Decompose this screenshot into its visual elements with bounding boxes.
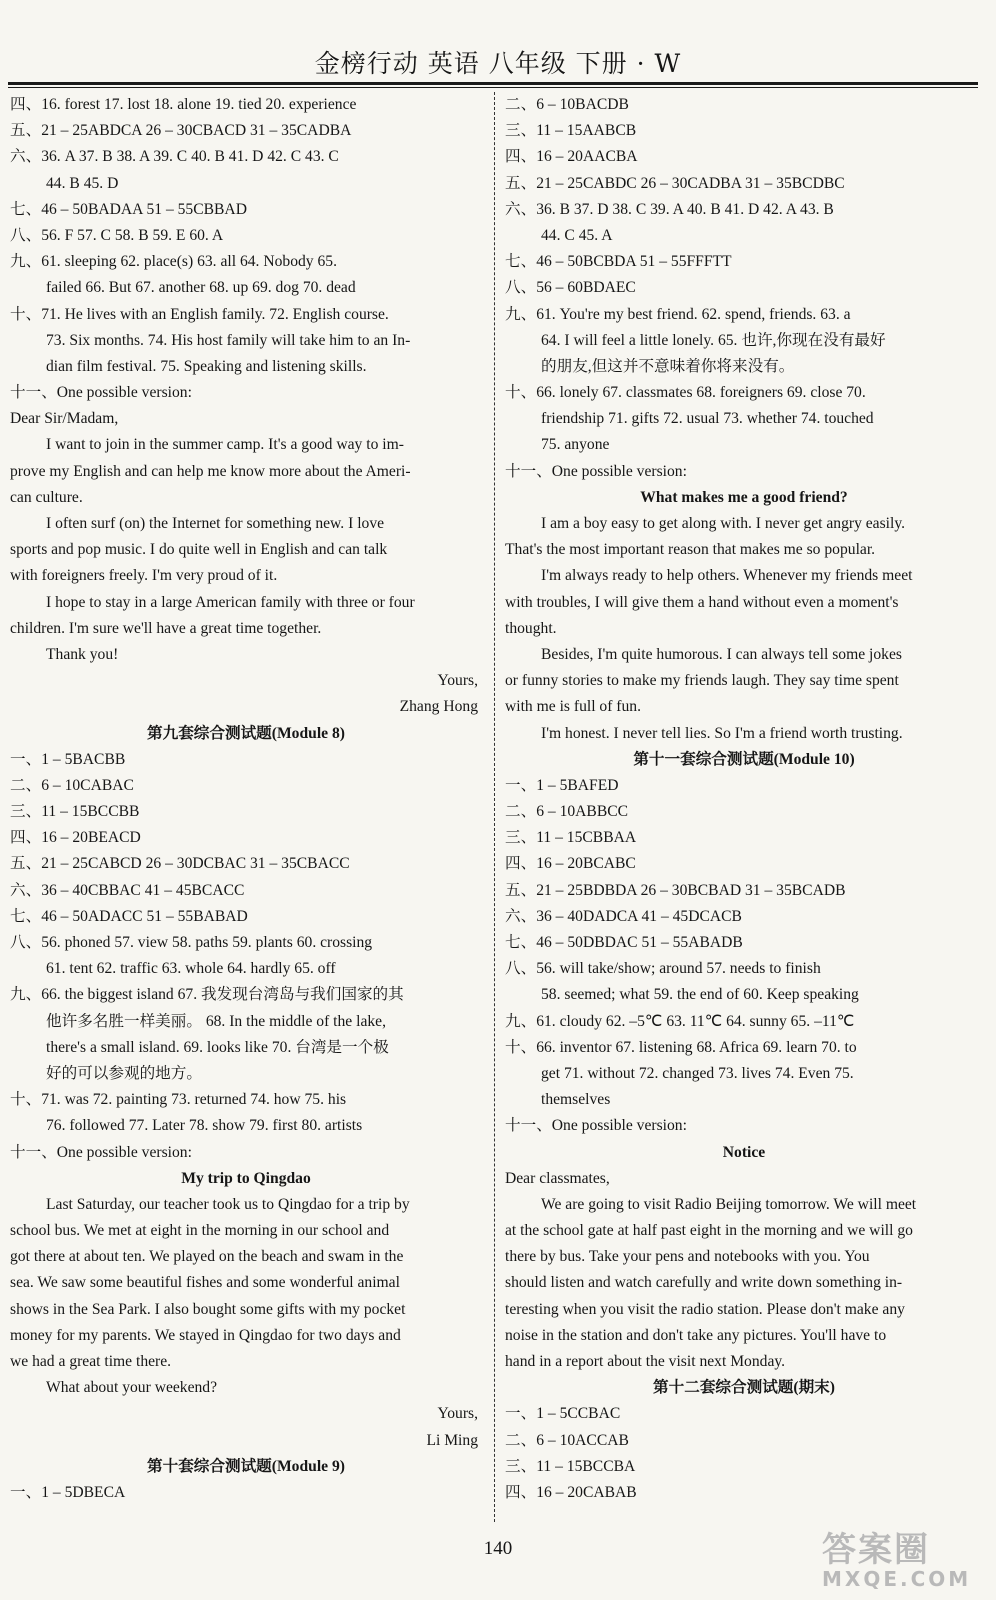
essay-line: with troubles, I will give them a hand without even a moment's <box>505 593 899 611</box>
essay-line: I'm honest. I never tell lies. So I'm a friend worth trusting. <box>541 724 903 742</box>
essay-line: hand in a report about the visit next Monday. <box>505 1353 786 1370</box>
answer-line: 五、21 – 25CABDC 26 – 30CADBA 31 – 35BCDBC <box>505 174 845 192</box>
answer-line: 76. followed 77. Later 78. show 79. first 80. artists <box>46 1117 363 1135</box>
essay-line: I am a boy easy to get along with. I never get angry easily. <box>541 515 906 532</box>
essay-line: That's the most important reason that makes me so popular. <box>505 541 876 559</box>
answer-column-left <box>10 92 482 1506</box>
letter-signature: Li Ming <box>426 1431 478 1449</box>
answer-line: 64. I will feel a little lonely. 65. 也许,你现在没有最好 <box>541 331 886 349</box>
answer-line: 十一、One possible version: <box>505 1117 687 1135</box>
answer-line: 58. seemed; what 59. the end of 60. Keep speaking <box>541 986 859 1004</box>
essay-line: thought. <box>505 619 557 637</box>
answer-line: 44. C 45. A <box>541 226 613 244</box>
essay-line: there by bus. Take your pens and notebooks with you. You <box>505 1248 870 1266</box>
essay-line: noise in the station and don't take any pictures. You'll have to <box>505 1326 887 1344</box>
answer-line: 六、36. B 37. D 38. C 39. A 40. B 41. D 42. A 43. B <box>505 200 834 218</box>
page-number: 140 <box>483 1538 513 1559</box>
essay-line: We are going to visit Radio Beijing tomorrow. We will meet <box>541 1195 917 1213</box>
essay-line: I'm always ready to help others. Whenever my friends meet <box>541 567 913 585</box>
answer-line: 一、1 – 5DBECA <box>10 1483 126 1501</box>
book-title: 金榜行动 英语 八年级 下册 · W <box>314 49 682 78</box>
essay-line: with foreigners freely. I'm very proud of it. <box>10 567 278 585</box>
answer-line: 61. tent 62. traffic 63. whole 64. hardly 65. off <box>46 960 336 978</box>
answer-line: 三、11 – 15CBBAA <box>505 829 637 847</box>
answer-line: 七、46 – 50BADAA 51 – 55CBBAD <box>10 200 247 218</box>
header-rule <box>8 82 978 85</box>
essay-title: My trip to Qingdao <box>181 1169 311 1187</box>
answer-line: 七、46 – 50DBDAC 51 – 55ABADB <box>505 934 743 951</box>
answer-line: 八、56. F 57. C 58. B 59. E 60. A <box>10 226 224 244</box>
answer-line: 三、11 – 15BCCBA <box>505 1457 636 1475</box>
essay-line: sports and pop music. I do quite well in English and can talk <box>10 541 388 559</box>
letter-closing: Yours, <box>437 1405 478 1423</box>
essay-line: What about your weekend? <box>46 1379 218 1397</box>
essay-line: I often surf (on) the Internet for something new. I love <box>46 515 385 532</box>
watermark-logo-text: 答案圈 <box>822 1530 930 1570</box>
answer-line: 八、56 – 60BDAEC <box>505 279 636 297</box>
answer-line: 四、16 – 20BEACD <box>10 829 141 847</box>
essay-line: school bus. We met at eight in the morning in our school and <box>10 1222 390 1240</box>
answer-line: 十、71. was 72. painting 73. returned 74. how 75. his <box>10 1091 347 1109</box>
answer-line: 六、36 – 40DADCA 41 – 45DCACB <box>505 907 742 925</box>
watermark-domain: MXQE.COM <box>822 1567 972 1591</box>
answer-line: 四、16 – 20CABAB <box>505 1483 637 1501</box>
page-header <box>0 0 996 86</box>
answer-line: 七、46 – 50ADACC 51 – 55BABAD <box>10 907 248 925</box>
answer-line: 二、6 – 10ACCAB <box>505 1431 629 1449</box>
essay-line: I want to join in the summer camp. It's a good way to im- <box>46 436 404 454</box>
answer-line: 六、36. A 37. B 38. A 39. C 40. B 41. D 42. C 43. C <box>10 148 339 166</box>
essay-line: shows in the Sea Park. I also bought some gifts with my pocket <box>10 1300 406 1318</box>
essay-line: should listen and watch carefully and write down something in- <box>505 1274 903 1292</box>
essay-line: with me is full of fun. <box>505 698 641 716</box>
answer-column-right <box>505 92 983 1506</box>
header-rule-thin <box>8 87 978 88</box>
letter-closing: Yours, <box>437 672 478 690</box>
answer-line: 十一、One possible version: <box>505 462 687 480</box>
answer-line: 九、61. You're my best friend. 62. spend, friends. 63. a <box>505 305 851 323</box>
essay-line: sea. We saw some beautiful fishes and some wonderful animal <box>10 1274 400 1292</box>
essay-line: prove my English and can help me know more about the Ameri- <box>10 462 411 480</box>
section-title: 第十一套综合测试题(Module 10) <box>633 750 855 768</box>
answer-line: friendship 71. gifts 72. usual 73. whether 74. touched <box>541 410 874 428</box>
answer-line: 十、66. inventor 67. listening 68. Africa 69. learn 70. to <box>505 1038 857 1056</box>
essay-line: Besides, I'm quite humorous. I can always tell some jokes <box>541 645 902 663</box>
answer-line: 73. Six months. 74. His host family will take him to an In- <box>46 331 411 349</box>
essay-line: can culture. <box>10 488 83 506</box>
answer-line: 五、21 – 25ABDCA 26 – 30CBACD 31 – 35CADBA <box>10 122 352 140</box>
essay-line: I hope to stay in a large American family with three or four <box>46 593 415 611</box>
answer-line: 好的可以参观的地方。 <box>46 1064 202 1082</box>
essay-line: at the school gate at half past eight in the morning and we will go <box>505 1222 913 1240</box>
section-title: 第十二套综合测试题(期末) <box>653 1379 835 1397</box>
answer-line: 二、6 – 10BACDB <box>505 96 629 113</box>
answer-line: 二、6 – 10ABBCC <box>505 803 629 821</box>
answer-line: there's a small island. 69. looks like 70. 台湾是一个极 <box>46 1038 389 1056</box>
letter-signature: Zhang Hong <box>399 698 478 716</box>
answer-line: 九、61. cloudy 62. –5℃ 63. 11℃ 64. sunny 65. –11℃ <box>505 1012 855 1030</box>
section-title: 第十套综合测试题(Module 9) <box>147 1457 345 1475</box>
answer-line: 八、56. phoned 57. view 58. paths 59. plants 60. crossing <box>10 934 373 951</box>
answer-line: 一、1 – 5BAFED <box>505 776 619 794</box>
answer-line: 九、61. sleeping 62. place(s) 63. all 64. Nobody 65. <box>10 253 337 271</box>
essay-line: children. I'm sure we'll have a great time together. <box>10 619 322 637</box>
essay-title: What makes me a good friend? <box>640 488 848 506</box>
answer-line: themselves <box>541 1091 611 1109</box>
answer-line: 一、1 – 5CCBAC <box>505 1405 621 1423</box>
answer-line: 四、16 – 20AACBA <box>505 148 638 166</box>
answer-line: 十、71. He lives with an English family. 72. English course. <box>10 305 389 323</box>
answer-line: 44. B 45. D <box>46 174 119 192</box>
answer-line: 四、16 – 20BCABC <box>505 855 636 873</box>
essay-line: Thank you! <box>46 645 119 663</box>
answer-line: 八、56. will take/show; around 57. needs to finish <box>505 960 821 978</box>
answer-line: 五、21 – 25CABCD 26 – 30DCBAC 31 – 35CBACC <box>10 855 350 873</box>
letter-salutation: Dear classmates, <box>505 1169 610 1187</box>
answer-line: 五、21 – 25BDBDA 26 – 30BCBAD 31 – 35BCADB <box>505 881 846 899</box>
answer-line: 六、36 – 40CBBAC 41 – 45BCACC <box>10 881 245 899</box>
answer-line: 75. anyone <box>541 436 610 454</box>
essay-line: or funny stories to make my friends laugh. They say time spent <box>505 672 899 690</box>
answer-line: get 71. without 72. changed 73. lives 74. Even 75. <box>541 1064 854 1082</box>
essay-title: Notice <box>722 1143 766 1161</box>
answer-line: 他许多名胜一样美丽。 68. In the middle of the lake, <box>46 1012 386 1030</box>
answer-line: 二、6 – 10CABAC <box>10 776 134 794</box>
essay-line: Last Saturday, our teacher took us to Qingdao for a trip by <box>46 1195 410 1213</box>
answer-line: 九、66. the biggest island 67. 我发现台湾岛与我们国家的其 <box>10 986 404 1004</box>
essay-line: we had a great time there. <box>10 1353 172 1370</box>
answer-line: 四、16. forest 17. lost 18. alone 19. tied 20. experience <box>10 96 357 113</box>
essay-line: teresting when you visit the radio station. Please don't make any <box>505 1300 905 1318</box>
answer-line: failed 66. But 67. another 68. up 69. dog 70. dead <box>46 279 356 297</box>
essay-line: got there at about ten. We played on the beach and swam in the <box>10 1248 404 1266</box>
answer-line: 的朋友,但这并不意味着你将来没有。 <box>541 357 795 375</box>
answer-line: 十一、One possible version: <box>10 1143 192 1161</box>
answer-line: 一、1 – 5BACBB <box>10 750 126 768</box>
column-divider <box>494 92 495 1522</box>
answer-line: 十一、One possible version: <box>10 384 192 402</box>
section-title: 第九套综合测试题(Module 8) <box>147 724 345 742</box>
site-watermark <box>822 1532 982 1596</box>
essay-line: money for my parents. We stayed in Qingdao for two days and <box>10 1326 401 1344</box>
answer-line: 十、66. lonely 67. classmates 68. foreigners 69. close 70. <box>505 384 866 402</box>
letter-salutation: Dear Sir/Madam, <box>10 410 119 428</box>
answer-line: dian film festival. 75. Speaking and listening skills. <box>46 357 367 375</box>
answer-line: 七、46 – 50BCBDA 51 – 55FFFTT <box>505 253 732 271</box>
answer-line: 三、11 – 15BCCBB <box>10 803 140 821</box>
answer-line: 三、11 – 15AABCB <box>505 122 637 140</box>
